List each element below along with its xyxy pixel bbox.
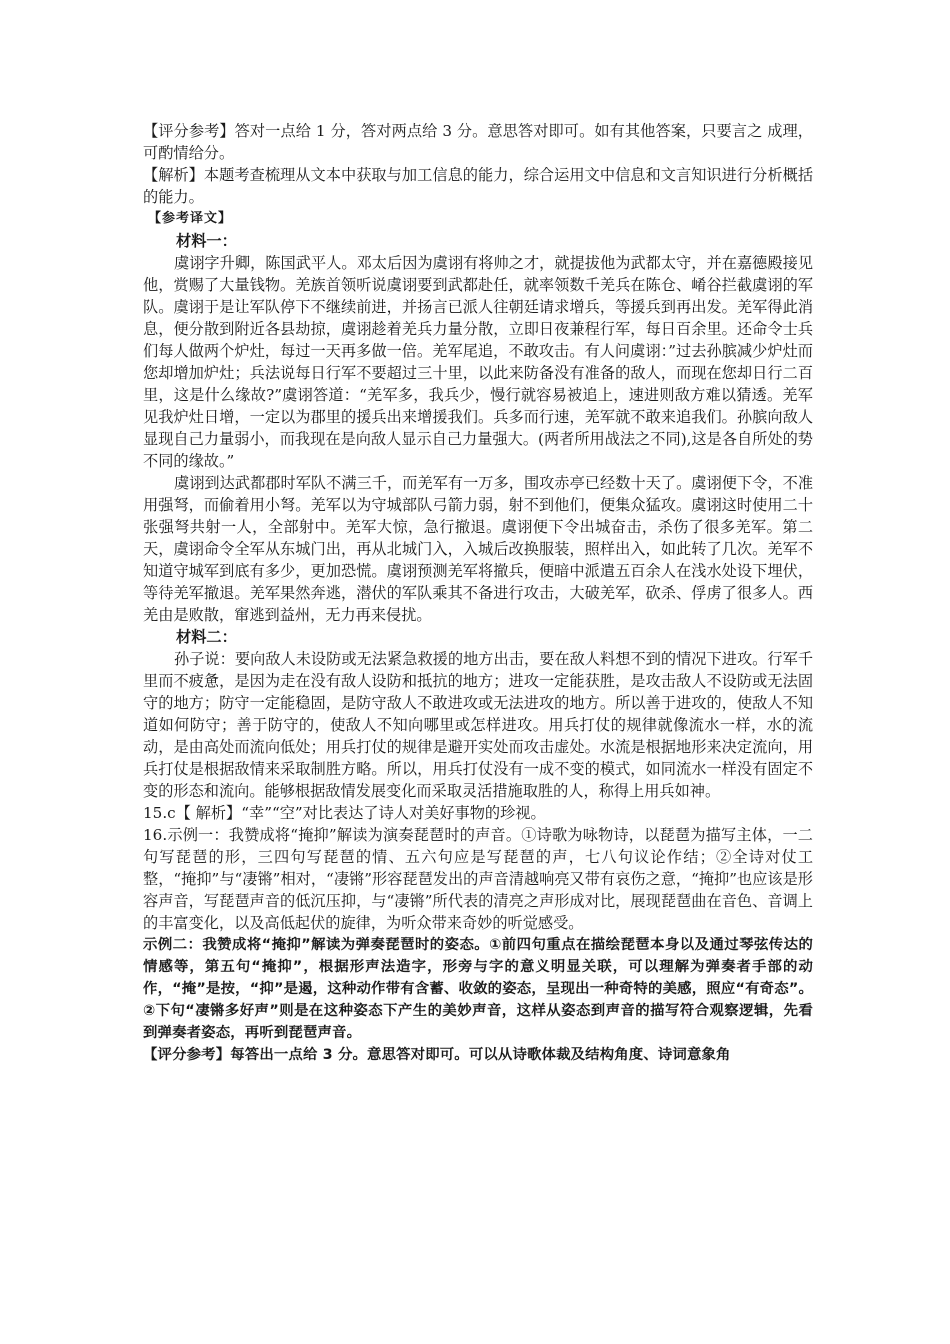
material-two-heading: 材料二： (176, 628, 237, 646)
reference-translation-heading: 【参考译文】 (148, 211, 233, 226)
scoring-note-1: 【评分参考】答对一点给 1 分，答对两点给 3 分。意思答对即可。如有其他答案，只要言之 成理，可酌情给分。 (143, 122, 813, 162)
document-page (143, 120, 813, 1066)
material-one-heading: 材料一： (176, 232, 237, 250)
material-one-paragraph-1: 虞诩字升卿，陈国武平人。邓太后因为虞诩有将帅之才，就提拔他为武都太守，并在嘉德殿接见他，赏赐了大量钱物。羌族首领听说虞诩要到武都赴任，就率领数千羌兵在陈仓、崤谷拦截虞诩的军队。虞诩于是让军队停下不继续前进，并扬言已派人往朝廷请求增兵，等援兵到再出发。羌军得此消息，便分散到附近各县劫掠，虞诩趁着羌兵力量分散，立即日夜兼程行军，每日百余里。还命令士兵们每人做两个炉灶，每过一天再多做一倍。羌军尾追，不敢攻击。有人问虞诩：”过去孙膑减少炉灶而您却增加炉灶；兵法说每日行军不要超过三十里，以此来防备没有准备的敌人，而现在您却日行二百里，这是什么缘故?”虞诩答道：“羌军多，我兵少，慢行就容易被追上，速进则敌方难以猜透。羌军见我炉灶日增，一定以为郡里的援兵出来增援我们。兵多而行速，羌军就不敢来追我们。孙膑向敌人显现自己力量弱小，而我现在是向敌人显示自己力量强大。(两者所用战法之不同),这是各自所处的势不同的缘故。” (143, 254, 813, 470)
material-one-paragraph-2: 虞诩到达武都郡时军队不满三千，而羌军有一万多，围攻赤亭已经数十天了。虞诩便下令，不准用强弩，而偷着用小弩。羌军以为守城部队弓箭力弱，射不到他们，便集众猛攻。虞诩这时使用二十张强弩共射一人，全部射中。羌军大惊，急行撤退。虞诩便下令出城奋击，杀伤了很多羌军。第二天，虞诩命令全军从东城门出，再从北城门入，入城后改换服装，照样出入，如此转了几次。羌军不知道守城军到底有多少，更加恐慌。虞诩预测羌军将撤兵，便暗中派遣五百余人在浅水处设下埋伏，等待羌军撤退。羌军果然奔逃，潜伏的军队乘其不备进行攻击，大破羌军，砍杀、俘虏了很多人。西羌由是败散，窜逃到益州，无力再来侵扰。 (143, 474, 813, 624)
question-16-example-1: 16.示例一：我赞成将“掩抑”解读为演奏琵琶时的声音。①诗歌为咏物诗，以琵琶为描写主体，一二句写琵琶的形，三四句写琵琶的情、五六句应是写琵琶的声，七八句议论作结；②全诗对仗工整，“掩抑”与“凄锵”相对，“凄锵”形容琵琶发出的声音清越响亮又带有哀伤之意，“掩抑”也应该是形容声音，写琵琶声音的低沉压抑，与“凄锵”所代表的清亮之声形成对比，展现琵琶曲在音色、音调上的丰富变化，以及高低起伏的旋律，为听众带来奇妙的听觉感受。 (143, 826, 813, 932)
question-15-answer: 15.c【 解析】“幸”“空”对比表达了诗人对美好事物的珍视。 (143, 804, 546, 822)
question-16-example-2: 示例二：我赞成将“掩抑”解读为弹奏琵琶时的姿态。①前四句重点在描绘琵琶本身以及通过琴弦传达的情感等，第五句“掩抑”，根据形声法造字，形旁与字的意义明显关联，可以理解为弹奏者手部的动作，“掩”是按，“抑”是遏，这种动作带有含蓄、收敛的姿态，呈现出一种奇特的美感，照应“有奇态”。②下句“凄锵多好声”则是在这种姿态下产生的美妙声音，这样从姿态到声音的描写符合观察逻辑，先看到弹奏者姿态，再听到琵琶声音。 (143, 937, 813, 1041)
material-two-paragraph: 孙子说：要向敌人未设防或无法紧急救援的地方出击，要在敌人料想不到的情况下进攻。行军千里而不疲惫，是因为走在没有敌人设防和抵抗的地方；进攻一定能获胜，是攻击敌人不设防或无法固守的地方；防守一定能稳固，是防守敌人不敢进攻或无法进攻的地方。所以善于进攻的，使敌人不知道如何防守；善于防守的，使敌人不知向哪里或怎样进攻。用兵打仗的规律就像流水一样，水的流动，是由高处而流向低处；用兵打仗的规律是避开实处而攻击虚处。水流是根据地形来决定流向，用兵打仗是根据敌情来采取制胜方略。所以，用兵打仗没有一成不变的模式，如同流水一样没有固定不变的形态和流向。能够根据敌情发展变化而采取灵活措施取胜的人，称得上用兵如神。 (143, 650, 813, 800)
scoring-note-2: 【评分参考】每答出一点给 3 分。意思答对即可。可以从诗歌体裁及结构角度、诗词意象角 (143, 1047, 731, 1063)
analysis-note-1: 【解析】本题考查梳理从文本中获取与加工信息的能力，综合运用文中信息和文言知识进行分析概括的能力。 (143, 166, 813, 206)
